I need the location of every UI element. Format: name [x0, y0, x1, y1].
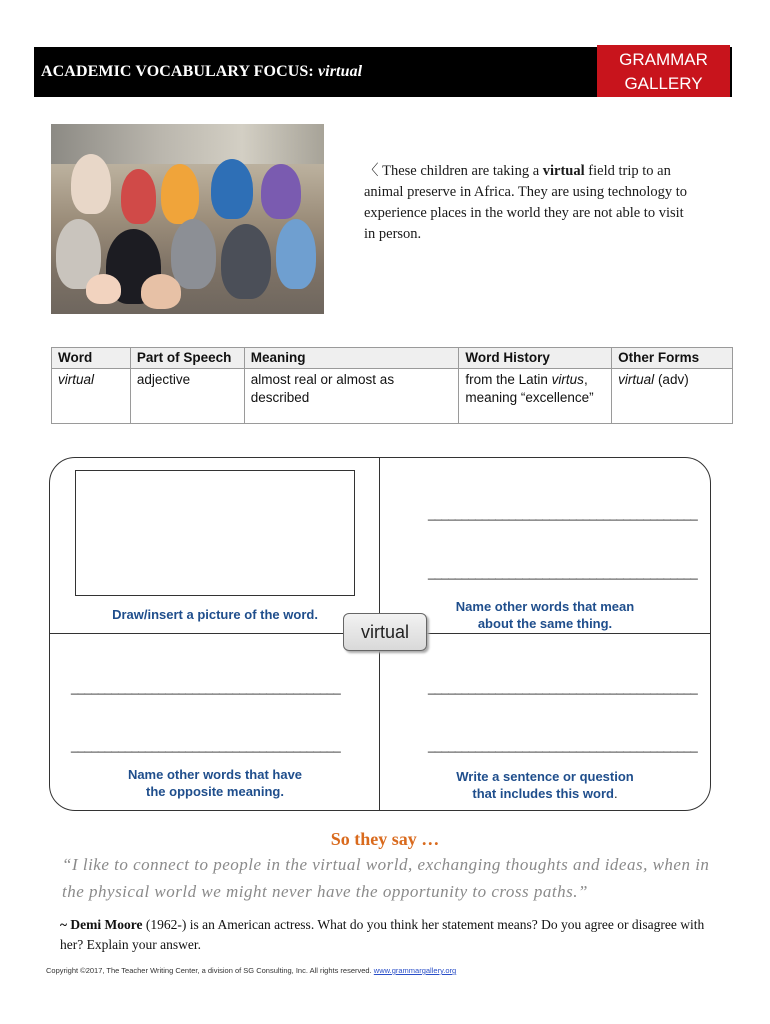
antonym-blank-2[interactable]: ________________________________________ [71, 738, 341, 753]
col-header-part-of-speech: Part of Speech [130, 348, 244, 369]
photo-figure [141, 274, 181, 309]
sentence-prompt [420, 768, 670, 802]
footer-link[interactable]: www.grammargallery.org [373, 966, 457, 975]
caption-arrow: 〈 [364, 163, 379, 179]
picture-drop-box[interactable] [75, 470, 355, 596]
antonyms-prompt [90, 766, 340, 800]
sentence-blank-2[interactable]: ________________________________________ [428, 738, 698, 753]
table-row [52, 369, 733, 424]
quote-author: ~ Demi Moore [60, 917, 143, 932]
cell-word: virtual [52, 369, 131, 424]
title-word: virtual [317, 63, 363, 80]
cell-meaning: almost real or almost as described [244, 369, 459, 424]
vocabulary-table [51, 347, 733, 424]
antonyms-prompt-line-2: the opposite meaning. [146, 784, 284, 799]
antonyms-prompt-line-1: Name other words that have [127, 767, 303, 782]
brand-logo [597, 45, 730, 97]
cell-other-forms [612, 369, 733, 424]
sentence-prompt-line-2: that includes this word [472, 786, 614, 801]
other-form-word: virtual [618, 372, 655, 387]
cell-part-of-speech: adjective [130, 369, 244, 424]
sentence-prompt-period: . [613, 786, 618, 801]
page-title [41, 63, 362, 81]
col-header-other-forms: Other Forms [612, 348, 733, 369]
table-header-row [52, 348, 733, 369]
photo-figure [86, 274, 121, 304]
photo-figure [161, 164, 199, 224]
photo-figure [171, 219, 216, 289]
quote-prompt-text: (1962-) is an American actress. What do you think her statement means? Do you agree or disagree with her? Explain your answer. [60, 917, 705, 952]
photo-figure [261, 164, 301, 219]
copyright-text: Copyright ©2017, The Teacher Writing Center, a division of SG Consulting, Inc. All rights reserved. [46, 966, 372, 975]
col-header-meaning: Meaning [244, 348, 459, 369]
sentence-prompt-line-2-wrap [420, 785, 670, 802]
synonyms-prompt-line-1: Name other words that mean [455, 599, 635, 614]
cell-word-history [459, 369, 612, 424]
history-latin: virtus [551, 372, 584, 387]
history-pre: from the Latin [465, 372, 548, 387]
copyright-footer [46, 966, 456, 975]
photo-figure [221, 224, 271, 299]
brand-line-2: GALLERY [624, 74, 703, 93]
brand-line-1: GRAMMAR [619, 50, 708, 69]
caption-pre: These children are taking a [382, 163, 540, 179]
classroom-photo [51, 124, 324, 314]
photo-figure [211, 159, 253, 219]
title-label: ACADEMIC VOCABULARY FOCUS: [41, 63, 314, 80]
photo-caption [364, 161, 694, 245]
synonym-blank-1[interactable]: ________________________________________ [428, 506, 698, 521]
synonym-blank-2[interactable]: ________________________________________ [428, 565, 698, 580]
other-form-suffix: (adv) [657, 372, 689, 387]
sentence-prompt-line-1: Write a sentence or question [456, 769, 634, 784]
photo-figure [121, 169, 156, 224]
caption-post: field trip to an animal preserve in Africa. They are using technology to experience places in the world they are not able to visit in person. [364, 163, 688, 242]
synonyms-prompt-line-2: about the same thing. [477, 616, 613, 631]
quote-text: “I like to connect to people in the virtual world, exchanging thoughts and ideas, when in the physical world we might never have the opportunity to cross paths.” [62, 855, 710, 901]
draw-prompt: Draw/insert a picture of the word. [112, 607, 318, 622]
photo-figure [71, 154, 111, 214]
history-post: , meaning “excellence” [465, 372, 594, 405]
photo-figure [276, 219, 316, 289]
center-word-box: virtual [343, 613, 427, 651]
col-header-word-history: Word History [459, 348, 612, 369]
sentence-blank-1[interactable]: ________________________________________ [428, 680, 698, 695]
synonyms-prompt [420, 598, 670, 632]
quote-heading: So they say … [330, 829, 440, 849]
caption-bold-word: virtual [542, 163, 585, 179]
antonym-blank-1[interactable]: ________________________________________ [71, 680, 341, 695]
quote-prompt [60, 915, 720, 955]
col-header-word: Word [52, 348, 131, 369]
